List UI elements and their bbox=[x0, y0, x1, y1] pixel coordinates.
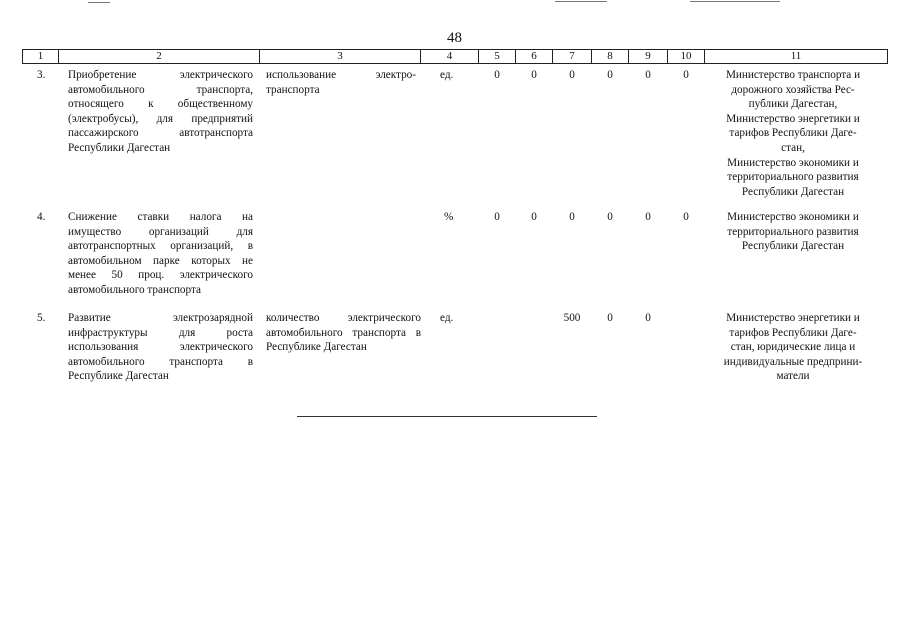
column-number: 1 bbox=[22, 49, 59, 64]
column-number: 11 bbox=[704, 49, 888, 64]
responsible-line: Министерство энергетики и bbox=[726, 312, 860, 324]
value-col7: 0 bbox=[569, 69, 575, 81]
column-number: 5 bbox=[478, 49, 516, 64]
responsible-line: Министерство энергетики и bbox=[726, 112, 860, 125]
indicator-name: использование электро-транспорта bbox=[266, 69, 416, 96]
responsible-line: тарифов Республики Даге- bbox=[729, 326, 857, 339]
responsible-line: матели bbox=[776, 370, 810, 383]
responsible-org bbox=[708, 210, 878, 254]
responsible-line: индивидуальные предприни- bbox=[723, 355, 863, 368]
scan-artifact bbox=[88, 2, 110, 3]
value-col10: 0 bbox=[683, 211, 689, 223]
column-number: 3 bbox=[259, 49, 421, 64]
value-col5: 0 bbox=[494, 211, 500, 223]
unit: ед. bbox=[440, 69, 454, 81]
responsible-line: территориального развития bbox=[727, 171, 859, 184]
end-of-table-rule bbox=[297, 416, 597, 417]
scan-artifact bbox=[690, 1, 780, 2]
responsible-line: Республики Дагестан bbox=[741, 185, 845, 198]
value-col9: 0 bbox=[645, 69, 651, 81]
responsible-line: стан, юридические лица и bbox=[730, 341, 856, 354]
responsible-org bbox=[708, 68, 878, 199]
measure-name: Приобретение электрического автомобильного транспорта, относящего к общественному (электробусы), для предприятий пассажирского автотранспорта Республики Дагестан bbox=[68, 69, 253, 154]
value-col8: 0 bbox=[607, 312, 613, 324]
responsible-line: Республики Дагестан bbox=[741, 240, 845, 253]
responsible-line: территориального развития bbox=[727, 225, 859, 238]
indicator-name: количество электрического автомобильного транспорта в Республике Дагестан bbox=[266, 312, 421, 354]
responsible-org bbox=[708, 311, 878, 384]
value-col8: 0 bbox=[607, 211, 613, 223]
column-number: 9 bbox=[628, 49, 668, 64]
row-number: 5. bbox=[37, 312, 46, 324]
value-col9: 0 bbox=[645, 312, 651, 324]
scan-artifact bbox=[555, 1, 607, 2]
column-number: 8 bbox=[591, 49, 629, 64]
unit: ед. bbox=[440, 312, 454, 324]
column-number: 2 bbox=[58, 49, 260, 64]
column-number: 6 bbox=[515, 49, 553, 64]
responsible-line: Министерство экономики и bbox=[727, 156, 859, 169]
value-col7: 500 bbox=[563, 312, 581, 324]
row-number: 3. bbox=[37, 69, 46, 81]
value-col6: 0 bbox=[531, 69, 537, 81]
measure-name: Развитие электрозарядной инфраструктуры для роста использования электрического автомобильного транспорта в Республике Дагестан bbox=[68, 312, 253, 383]
responsible-line: Министерство транспорта и bbox=[725, 69, 861, 81]
unit: % bbox=[444, 211, 454, 223]
row-number: 4. bbox=[37, 211, 46, 223]
value-col8: 0 bbox=[607, 69, 613, 81]
measure-name: Снижение ставки налога на имущество организаций для автотранспортных организаций, в автомобильном парке которых не менее 50 проц. электрического автомобильного транспорта bbox=[68, 211, 253, 296]
column-number: 4 bbox=[420, 49, 479, 64]
column-number: 7 bbox=[552, 49, 592, 64]
value-col10: 0 bbox=[683, 69, 689, 81]
responsible-line: публики Дагестан, bbox=[748, 98, 838, 111]
responsible-line: тарифов Республики Даге- bbox=[729, 127, 857, 140]
value-col5: 0 bbox=[494, 69, 500, 81]
column-number: 10 bbox=[667, 49, 705, 64]
page-number: 48 bbox=[447, 30, 462, 46]
responsible-line: Министерство экономики и bbox=[727, 211, 859, 223]
responsible-line: дорожного хозяйства Рес- bbox=[731, 83, 855, 96]
value-col7: 0 bbox=[569, 211, 575, 223]
value-col9: 0 bbox=[645, 211, 651, 223]
responsible-line: стан, bbox=[781, 141, 805, 154]
value-col6: 0 bbox=[531, 211, 537, 223]
